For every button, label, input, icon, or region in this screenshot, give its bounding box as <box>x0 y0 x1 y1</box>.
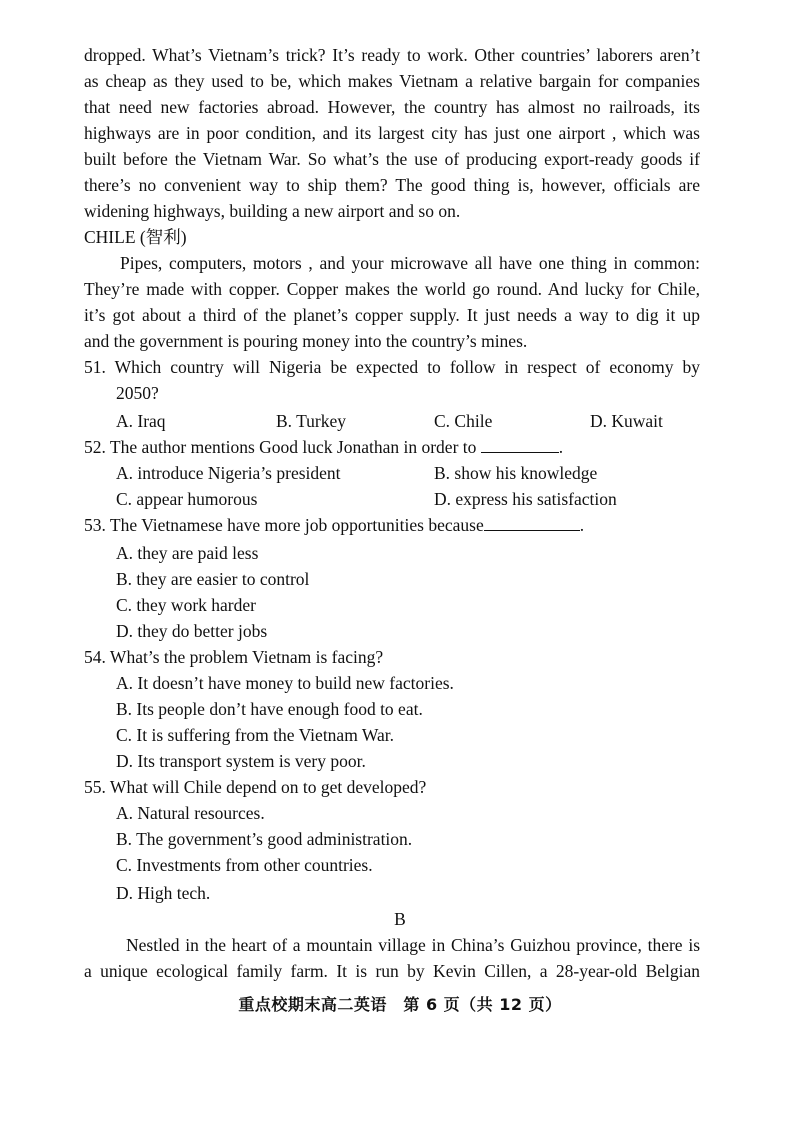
question-53-option-a[interactable]: A. they are paid less <box>116 543 259 563</box>
answer-blank[interactable] <box>481 434 559 453</box>
chile-heading: CHILE (智利) <box>84 227 187 247</box>
chile-paragraph <box>84 250 700 354</box>
question-54-stem: 54. What’s the problem Vietnam is facing? <box>84 647 384 667</box>
section-b-heading: B <box>394 909 406 929</box>
question-52-option-b[interactable]: B. show his knowledge <box>434 463 598 483</box>
paragraph-line: there’s no convenient way to ship them? The good thing is, however, officials are <box>84 175 700 195</box>
paragraph-line: it’s got about a third of the planet’s copper supply. It just needs a way to dig it up <box>84 305 700 325</box>
question-51-option-c[interactable]: C. Chile <box>434 411 493 431</box>
paragraph-line: built before the Vietnam War. So what’s the use of producing export-ready goods if <box>84 149 700 169</box>
question-52-option-a[interactable]: A. introduce Nigeria’s president <box>116 463 341 483</box>
question-51-option-b[interactable]: B. Turkey <box>276 411 347 431</box>
stem-end-period: . <box>579 515 585 535</box>
question-53-option-b[interactable]: B. they are easier to control <box>116 569 310 589</box>
question-53-option-c[interactable]: C. they work harder <box>116 595 256 615</box>
paragraph-line: dropped. What’s Vietnam’s trick? It’s ready to work. Other countries’ laborers aren’t <box>84 45 700 65</box>
paragraph-line: Pipes, computers, motors , and your microwave all have one thing in common: <box>120 253 700 273</box>
question-55-option-c[interactable]: C. Investments from other countries. <box>116 855 373 875</box>
paragraph-line: that need new factories abroad. However, the country has almost no railroads, its <box>84 97 700 117</box>
question-54-option-a[interactable]: A. It doesn’t have money to build new factories. <box>116 673 454 693</box>
paragraph-line: and the government is pouring money into the country’s mines. <box>84 331 528 351</box>
paragraph-line: widening highways, building a new airport and so on. <box>84 201 461 221</box>
answer-blank[interactable] <box>484 512 580 531</box>
question-52-stem <box>84 434 563 460</box>
question-52-option-c[interactable]: C. appear humorous <box>116 489 258 509</box>
question-51-stem <box>84 354 700 380</box>
question-stem-text: 52. The author mentions Good luck Jonathan in order to <box>84 437 477 457</box>
question-54-option-d[interactable]: D. Its transport system is very poor. <box>116 751 366 771</box>
question-53-option-d[interactable]: D. they do better jobs <box>116 621 268 641</box>
stem-end-period: . <box>558 437 564 457</box>
page-footer: 重点校期末高二英语 第 6 页（共 12 页） <box>238 995 562 1014</box>
paragraph-line: highways are in poor condition, and its largest city has just one airport , which was <box>84 123 700 143</box>
question-51-option-d[interactable]: D. Kuwait <box>590 411 663 431</box>
question-55-option-d[interactable]: D. High tech. <box>116 883 211 903</box>
paragraph-line: They’re made with copper. Copper makes the world go round. And lucky for Chile, <box>84 279 700 299</box>
question-55-option-a[interactable]: A. Natural resources. <box>116 803 265 823</box>
section-b-paragraph <box>84 932 700 984</box>
question-55-option-b[interactable]: B. The government’s good administration. <box>116 829 413 849</box>
paragraph-line: as cheap as they used to be, which makes Vietnam a relative bargain for companies <box>84 71 700 91</box>
question-54-option-c[interactable]: C. It is suffering from the Vietnam War. <box>116 725 394 745</box>
paragraph-line: Nestled in the heart of a mountain village in China’s Guizhou province, there is <box>126 935 700 955</box>
question-54-option-b[interactable]: B. Its people don’t have enough food to eat. <box>116 699 423 719</box>
paragraph-line: a unique ecological family farm. It is run by Kevin Cillen, a 28-year-old Belgian <box>84 961 700 981</box>
question-stem-line: 51. Which country will Nigeria be expected to follow in respect of economy by <box>84 357 700 377</box>
passage-vietnam-paragraph <box>84 42 700 224</box>
question-52-option-d[interactable]: D. express his satisfaction <box>434 489 617 509</box>
question-51-option-a[interactable]: A. Iraq <box>116 411 166 431</box>
question-53-stem <box>84 512 584 538</box>
question-55-stem: 55. What will Chile depend on to get developed? <box>84 777 427 797</box>
question-51-stem-cont: 2050? <box>116 383 159 403</box>
question-stem-text: 53. The Vietnamese have more job opportunities because <box>84 515 484 535</box>
